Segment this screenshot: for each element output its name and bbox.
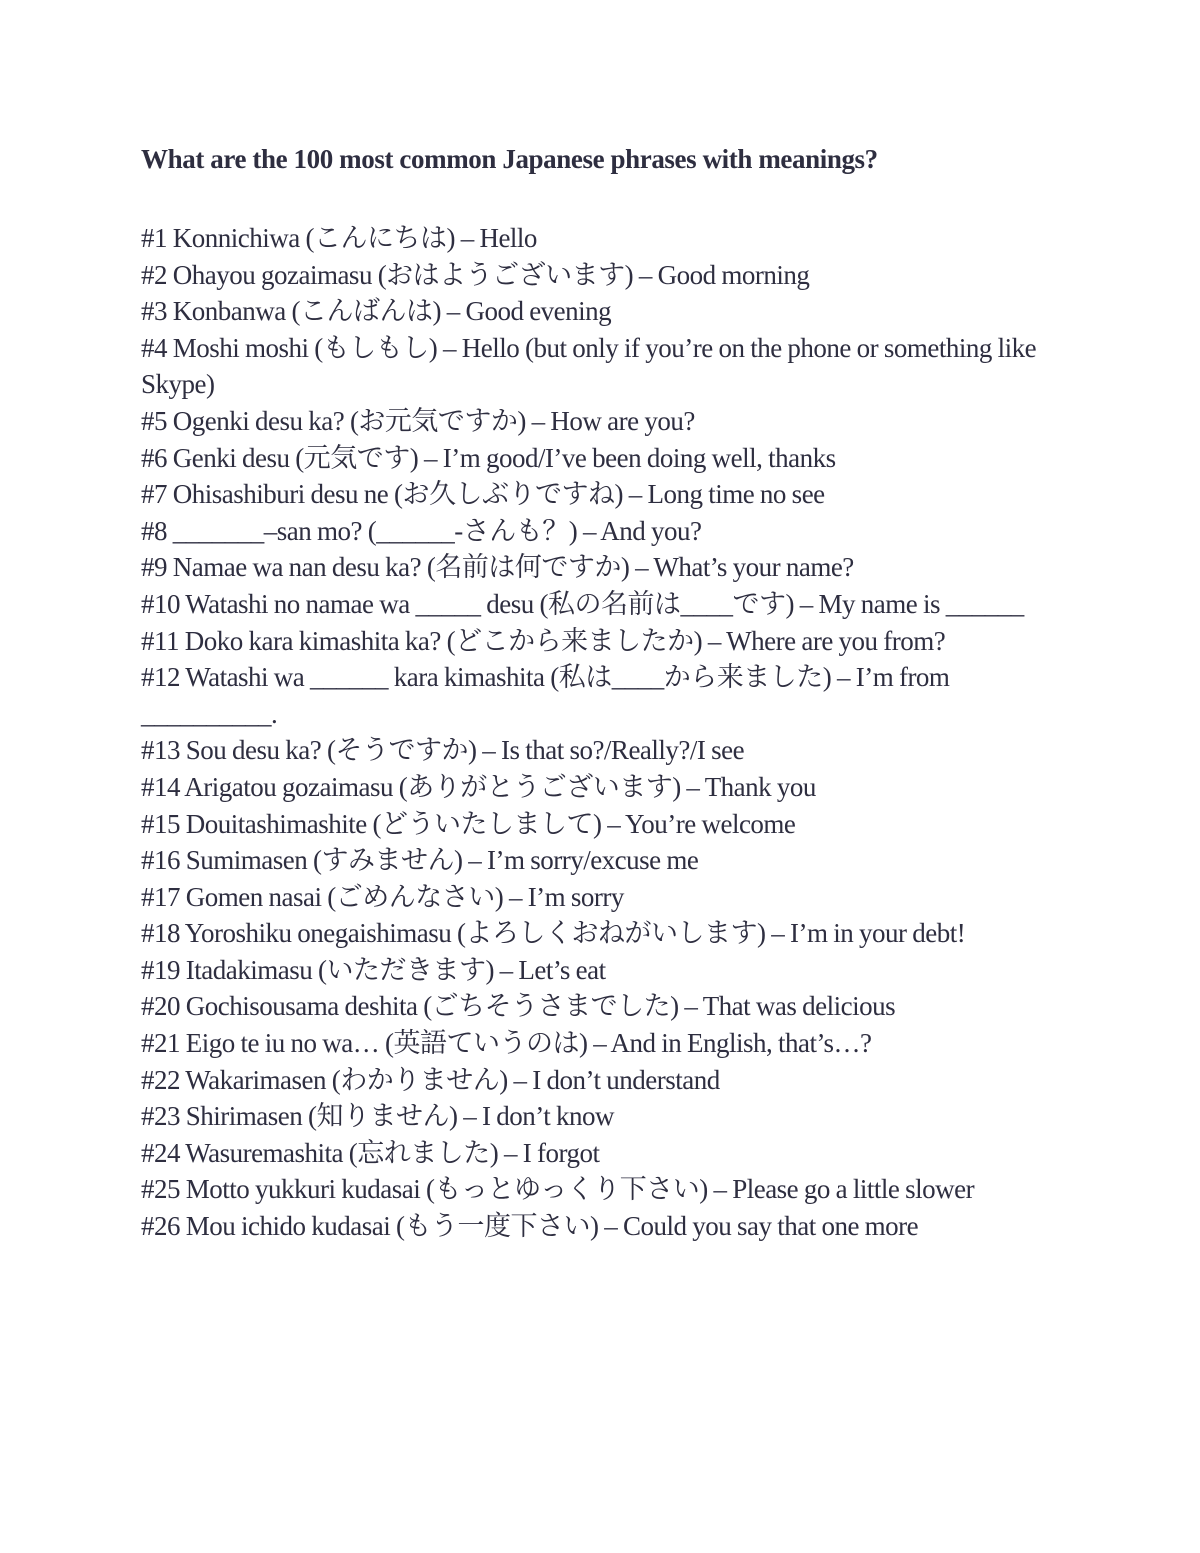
phrase-list [141,220,1066,1245]
document-title: What are the 100 most common Japanese phrases with meanings? [141,144,878,174]
phrase-item-8: #8 _______–san mo? (______-さんも？) – And you? [141,515,702,546]
phrase-item-18: #18 Yoroshiku onegaishimasu (よろしくおねがいします) – I’m in your debt! [141,918,966,949]
phrase-item-11: #11 Doko kara kimashita ka? (どこから来ましたか) – Where are you from? [141,625,946,656]
phrase-item-6: #6 Genki desu (元気です) – I’m good/I’ve been doing well, thanks [141,442,836,473]
phrase-item-5: #5 Ogenki desu ka? (お元気ですか) – How are you? [141,405,695,436]
phrase-item-25: #25 Motto yukkuri kudasai (もっとゆっくり下さい) – Please go a little slower [141,1174,975,1205]
phrase-item-14: #14 Arigatou gozaimasu (ありがとうございます) – Thank you [141,771,816,802]
phrase-item-24: #24 Wasuremashita (忘れました) – I forgot [141,1137,600,1168]
phrase-item-15: #15 Douitashimashite (どういたしまして) – You’re welcome [141,808,796,839]
phrase-item-19: #19 Itadakimasu (いただきます) – Let’s eat [141,954,606,985]
phrase-item-10: #10 Watashi no namae wa _____ desu (私の名前は____です) – My name is ______ [141,588,1024,619]
document-body [141,140,1066,1245]
phrase-item-2: #2 Ohayou gozaimasu (おはようございます) – Good morning [141,259,810,290]
phrase-item-22: #22 Wakarimasen (わかりません) – I don’t understand [141,1064,720,1095]
phrase-item-1: #1 Konnichiwa (こんにちは) – Hello [141,223,537,253]
title-spacer [141,178,1066,220]
phrase-item-3: #3 Konbanwa (こんばんは) – Good evening [141,296,612,327]
phrase-item-9: #9 Namae wa nan desu ka? (名前は何ですか) – What’s your name? [141,552,854,583]
phrase-item-17: #17 Gomen nasai (ごめんなさい) – I’m sorry [141,881,624,912]
phrase-item-26: #26 Mou ichido kudasai (もう一度下さい) – Could you say that one more [141,1211,919,1242]
phrase-item-21: #21 Eigo te iu no wa… (英語ていうのは) – And in English, that’s…? [141,1028,872,1059]
phrase-item-7: #7 Ohisashiburi desu ne (お久しぶりですね) – Long time no see [141,479,825,510]
phrase-item-12: #12 Watashi wa ______ kara kimashita (私は____から来ました) – I’m from __________. [141,662,950,729]
phrase-item-4: #4 Moshi moshi (もしもし) – Hello (but only if you’re on the phone or something like Skype) [141,332,1037,400]
phrase-item-23: #23 Shirimasen (知りません) – I don’t know [141,1101,614,1132]
phrase-item-13: #13 Sou desu ka? (そうですか) – Is that so?/Really?/I see [141,735,745,766]
phrase-item-16: #16 Sumimasen (すみません) – I’m sorry/excuse me [141,845,699,876]
phrase-item-20: #20 Gochisousama deshita (ごちそうさまでした) – That was delicious [141,991,896,1022]
